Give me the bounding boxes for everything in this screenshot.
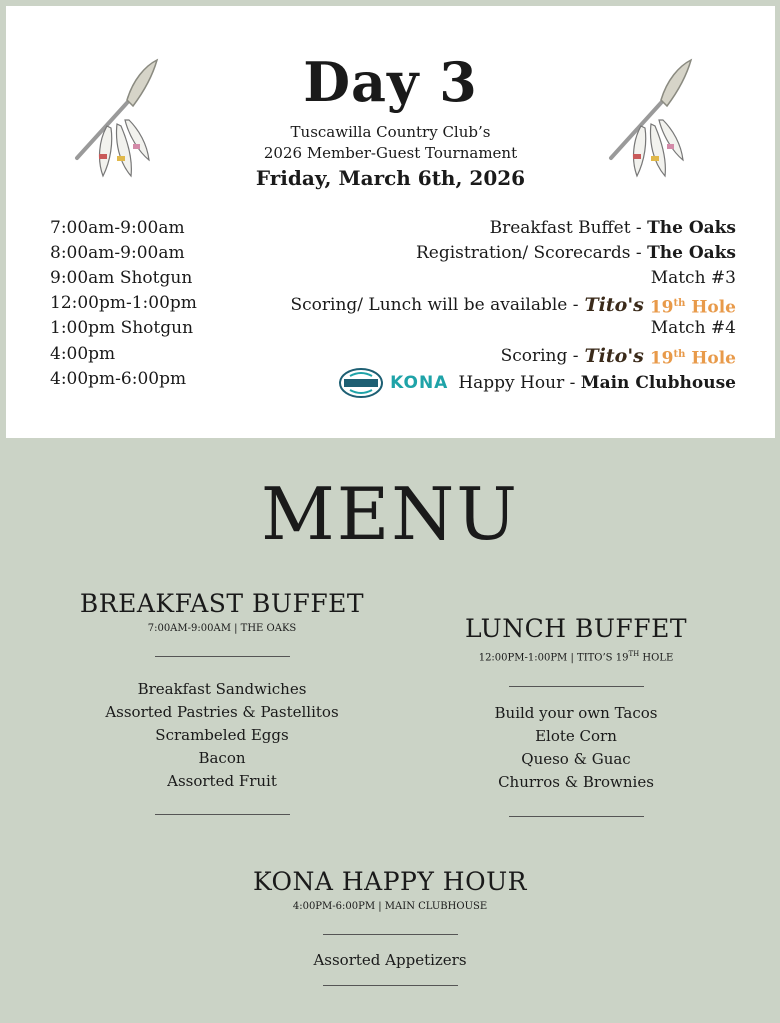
schedule-event: Match #3 bbox=[650, 268, 736, 288]
schedule-time: 8:00am-9:00am bbox=[50, 243, 185, 263]
list-item: Bacon bbox=[198, 749, 246, 767]
list-item: Build your own Tacos bbox=[494, 704, 658, 723]
breakfast-items bbox=[72, 678, 372, 793]
schedule-row bbox=[50, 342, 736, 367]
menu-heading: MENU bbox=[261, 472, 519, 556]
event-label: Registration/ Scorecards - bbox=[415, 243, 648, 263]
list-item: Elote Corn bbox=[535, 727, 617, 746]
schedule-time: 9:00am Shotgun bbox=[50, 268, 193, 288]
titos-logo: Tito's bbox=[584, 294, 644, 317]
lunch-section bbox=[426, 613, 726, 817]
happy-hour-subtitle: 4:00PM-6:00PM | MAIN CLUBHOUSE bbox=[292, 901, 488, 912]
page-title: Day 3 bbox=[303, 50, 478, 114]
list-item: Assorted Fruit bbox=[167, 772, 277, 790]
schedule-event bbox=[416, 241, 736, 266]
schedule-event bbox=[490, 216, 736, 241]
list-item: Assorted Appetizers bbox=[313, 951, 467, 969]
list-item: Churros & Brownies bbox=[498, 773, 654, 792]
schedule-time: 12:00pm-1:00pm bbox=[50, 293, 197, 313]
happy-hour-items bbox=[240, 949, 540, 972]
schedule-time: 1:00pm Shotgun bbox=[50, 318, 194, 338]
event-location: Main Clubhouse bbox=[580, 372, 736, 393]
schedule-row bbox=[50, 266, 736, 291]
event-location: The Oaks bbox=[647, 218, 736, 238]
schedule-row bbox=[50, 367, 736, 392]
event-label: Scoring - bbox=[500, 346, 579, 367]
breakfast-subtitle: 7:00AM-9:00AM | THE OAKS bbox=[147, 623, 297, 634]
titos-logo: Tito's bbox=[584, 345, 644, 368]
event-date: Friday, March 6th, 2026 bbox=[255, 166, 526, 190]
breakfast-section bbox=[72, 588, 372, 815]
list-item: Queso & Guac bbox=[521, 750, 631, 769]
schedule-row bbox=[50, 291, 736, 316]
divider bbox=[155, 814, 290, 815]
lunch-items bbox=[426, 702, 726, 794]
schedule-row bbox=[50, 316, 736, 341]
event-label: Breakfast Buffet - bbox=[489, 218, 648, 238]
list-item: Scrambeled Eggs bbox=[155, 726, 289, 744]
list-item: Assorted Pastries & Pastellitos bbox=[105, 703, 339, 721]
schedule-event bbox=[338, 367, 736, 399]
divider bbox=[323, 985, 458, 986]
schedule-time: 4:00pm-6:00pm bbox=[50, 369, 187, 389]
breakfast-title: BREAKFAST BUFFET bbox=[79, 589, 365, 618]
happy-hour-section bbox=[240, 866, 540, 986]
schedule-panel bbox=[6, 6, 775, 438]
happy-hour-title: KONA HAPPY HOUR bbox=[252, 867, 528, 896]
schedule-event: Match #4 bbox=[650, 318, 736, 338]
lunch-title: LUNCH BUFFET bbox=[464, 614, 688, 643]
schedule-time: 4:00pm bbox=[50, 344, 116, 364]
event-label: Scoring/ Lunch will be available - bbox=[290, 295, 579, 316]
divider bbox=[509, 686, 644, 687]
event-location: 19th Hole bbox=[649, 348, 736, 369]
tournament-name: 2026 Member-Guest Tournament bbox=[263, 144, 518, 162]
divider bbox=[509, 816, 644, 817]
club-name: Tuscawilla Country Club’s bbox=[290, 123, 491, 141]
event-label: Happy Hour - bbox=[458, 372, 581, 393]
kona-wordmark: KONA bbox=[390, 372, 449, 393]
schedule-row bbox=[50, 241, 736, 266]
list-item: Breakfast Sandwiches bbox=[137, 680, 307, 698]
schedule-time: 7:00am-9:00am bbox=[50, 218, 185, 238]
lunch-subtitle: 12:00PM-1:00PM | TITO’S 19TH HOLE bbox=[478, 650, 674, 664]
event-location: The Oaks bbox=[647, 243, 736, 263]
schedule-row bbox=[50, 216, 736, 241]
divider bbox=[323, 934, 458, 935]
event-location: 19th Hole bbox=[649, 297, 736, 318]
divider bbox=[155, 656, 290, 657]
kona-brewing-logo-icon bbox=[338, 367, 384, 399]
